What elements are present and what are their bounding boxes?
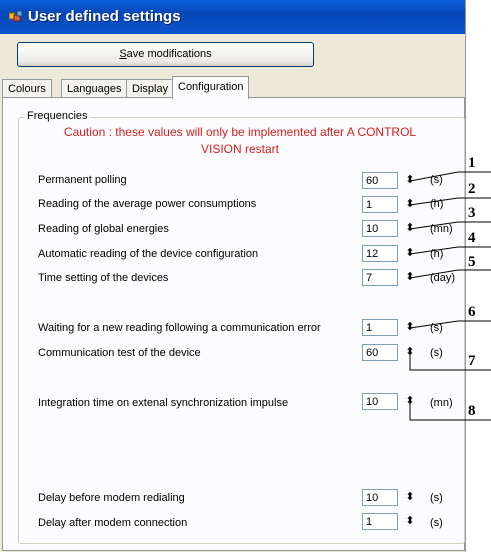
- unit-label: (mn): [430, 397, 453, 409]
- setting-label: Delay before modem redialing: [38, 492, 185, 504]
- unit-label: (s): [430, 492, 443, 504]
- setting-label: Integration time on extenal synchronization impulse: [38, 397, 289, 409]
- device-configuration-input[interactable]: 12: [362, 245, 398, 262]
- callout-number: 3: [468, 205, 476, 221]
- setting-label: Permanent polling: [38, 174, 127, 186]
- callout-number: 6: [468, 304, 476, 320]
- title-bar[interactable]: [0, 0, 465, 34]
- spin-up-down-icon[interactable]: ⬍: [405, 491, 415, 503]
- spin-up-down-icon[interactable]: ⬍: [405, 174, 415, 186]
- unit-label: (day): [430, 272, 456, 284]
- setting-label: Reading of the average power consumptions: [38, 198, 257, 210]
- spin-up-down-icon[interactable]: ⬍: [405, 395, 415, 407]
- spin-up-down-icon[interactable]: ⬍: [405, 271, 415, 283]
- callout-number: 1: [468, 155, 476, 171]
- unit-label: (h): [430, 248, 444, 260]
- unit-label: (h): [430, 198, 444, 210]
- setting-label: Time setting of the devices: [38, 272, 169, 284]
- spin-up-down-icon[interactable]: ⬍: [405, 321, 415, 333]
- communication-test-input[interactable]: 60: [362, 344, 398, 361]
- communication-error-wait-input[interactable]: 1: [362, 319, 398, 336]
- integration-time-input[interactable]: 10: [362, 393, 398, 410]
- tab-strip: [0, 76, 465, 98]
- tab-display[interactable]: Display: [126, 79, 174, 98]
- spin-up-down-icon[interactable]: ⬍: [405, 198, 415, 210]
- global-energies-input[interactable]: 10: [362, 220, 398, 237]
- setting-label: Automatic reading of the device configuration: [38, 248, 259, 260]
- time-setting-input[interactable]: 7: [362, 269, 398, 286]
- unit-label: (s): [430, 322, 443, 334]
- setting-label: Reading of global energies: [38, 223, 169, 235]
- group-title: Frequencies: [24, 110, 91, 122]
- tab-configuration[interactable]: Configuration: [172, 76, 249, 99]
- average-power-input[interactable]: 1: [362, 196, 398, 213]
- caution-message: Caution : these values will only be implemented after A CONTROL VISION restart: [63, 125, 417, 156]
- permanent-polling-input[interactable]: 60: [362, 172, 398, 189]
- window-title: User defined settings: [28, 8, 181, 25]
- callout-number: 7: [468, 353, 476, 369]
- spin-up-down-icon[interactable]: ⬍: [405, 247, 415, 259]
- modem-connection-delay-input[interactable]: 1: [362, 513, 398, 530]
- spin-up-down-icon[interactable]: ⬍: [405, 346, 415, 358]
- setting-label: Waiting for a new reading following a communication error: [38, 322, 321, 334]
- callout-number: 8: [468, 403, 476, 419]
- tab-colours[interactable]: Colours: [2, 79, 52, 98]
- unit-label: (mn): [430, 223, 453, 235]
- settings-app-icon: [9, 11, 23, 23]
- setting-label: Delay after modem connection: [38, 517, 188, 529]
- modem-redial-delay-input[interactable]: 10: [362, 489, 398, 506]
- unit-label: (s): [430, 517, 443, 529]
- spin-up-down-icon[interactable]: ⬍: [405, 222, 415, 234]
- callout-number: 4: [468, 230, 476, 246]
- unit-label: (s): [430, 174, 443, 186]
- unit-label: (s): [430, 347, 443, 359]
- callout-number: 5: [468, 254, 476, 270]
- callout-number: 2: [468, 181, 476, 197]
- setting-label: Communication test of the device: [38, 347, 201, 359]
- save-modifications-button[interactable]: Save modifications: [17, 42, 314, 67]
- spin-up-down-icon[interactable]: ⬍: [405, 515, 415, 527]
- tab-languages[interactable]: Languages: [61, 79, 127, 98]
